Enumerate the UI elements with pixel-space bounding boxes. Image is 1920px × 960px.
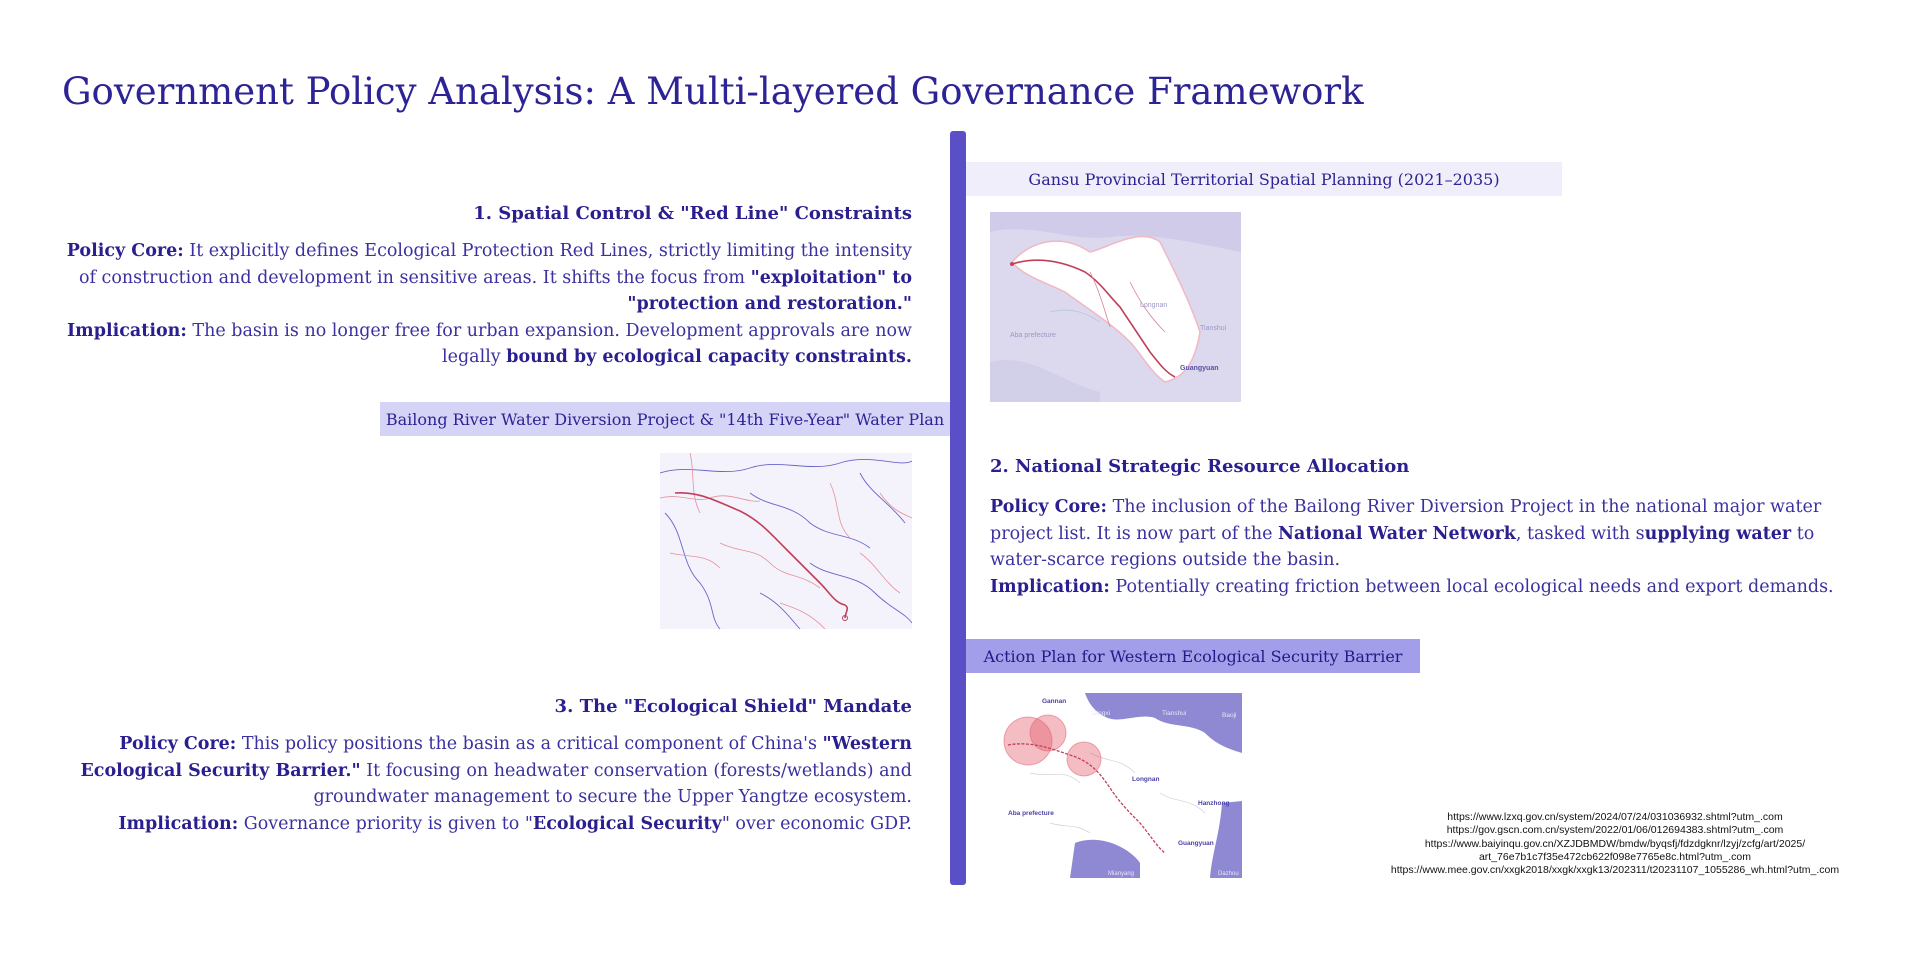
section-2-policy-text-2: , tasked with s bbox=[1515, 523, 1645, 544]
map3-label-guangyuan: Guangyuan bbox=[1178, 840, 1214, 847]
source-link[interactable]: https://gov.gscn.com.cn/system/2022/01/06/012694383.shtml?utm_.com bbox=[1446, 824, 1784, 837]
sources-list bbox=[1355, 811, 1875, 877]
bailong-project-tag-label: Bailong River Water Diversion Project & "14th Five-Year" Water Plan bbox=[385, 409, 945, 429]
section-3-heading: 3. The "Ecological Shield" Mandate bbox=[554, 696, 912, 717]
section-2-policy-label: Policy Core: bbox=[990, 497, 1107, 517]
section-2-policy-bold-1: National Water Network bbox=[1278, 523, 1516, 544]
gansu-planning-map bbox=[990, 212, 1241, 402]
map1-label-guangyuan: Guangyuan bbox=[1180, 365, 1219, 372]
page-title: Government Policy Analysis: A Multi-layered Governance Framework bbox=[62, 70, 1364, 113]
section-3-policy-text-2: It focusing on headwater conservation (forests/wetlands) and groundwater management to secure the Upper Yangtze ecosystem. bbox=[313, 760, 912, 807]
section-2-policy-text-3: to water-scarce regions outside the basin. bbox=[990, 523, 1815, 570]
map1-label-aba: Aba prefecture bbox=[1010, 332, 1056, 339]
section-2-body bbox=[990, 494, 1850, 600]
map3-label-baoji: Baoji bbox=[1222, 712, 1237, 719]
map1-label-tianshui: Tianshui bbox=[1200, 325, 1227, 332]
western-barrier-map bbox=[990, 693, 1242, 878]
section-2-policy-text-1: The inclusion of the Bailong River Diversion Project in the national major water project list. It is now part of the bbox=[990, 497, 1822, 544]
section-3-body bbox=[62, 731, 912, 837]
western-barrier-tag bbox=[966, 639, 1420, 673]
map1-label-longnan: Longnan bbox=[1140, 302, 1168, 309]
map3-label-tianshui: Tianshui bbox=[1162, 710, 1187, 717]
section-1-policy-label: Policy Core: bbox=[66, 241, 184, 261]
section-1-policy-text: It explicitly defines Ecological Protection Red Lines, strictly limiting the intensity of construction and development in sensitive areas. It shifts the focus from bbox=[78, 241, 912, 288]
source-link[interactable]: https://www.mee.gov.cn/xxgk2018/xxgk/xxgk13/202311/t20231107_1055286_wh.html?utm_.com bbox=[1390, 864, 1840, 877]
gansu-planning-tag-label: Gansu Provincial Territorial Spatial Planning (2021–2035) bbox=[1028, 169, 1500, 189]
timeline-divider bbox=[950, 131, 966, 885]
section-1-implication-label: Implication: bbox=[67, 320, 187, 341]
section-1-policy-bold: "exploitation" to "protection and restoration." bbox=[627, 267, 912, 314]
map3-label-hanzhong: Hanzhong bbox=[1198, 800, 1230, 807]
source-link[interactable]: https://www.lzxq.gov.cn/system/2024/07/24/031036932.shtml?utm_.com bbox=[1447, 811, 1783, 823]
section-1-implication-bold: bound by ecological capacity constraints. bbox=[506, 347, 912, 367]
section-1-heading: 1. Spatial Control & "Red Line" Constraints bbox=[473, 203, 912, 224]
bailong-project-tag bbox=[380, 402, 950, 436]
section-2-implication-text: Potentially creating friction between local ecological needs and export demands. bbox=[1109, 576, 1834, 597]
bailong-river-map bbox=[660, 453, 912, 629]
section-3-implication-label: Implication: bbox=[118, 813, 239, 834]
map3-label-aba: Aba prefecture bbox=[1008, 810, 1054, 817]
map3-label-gannan: Gannan bbox=[1042, 698, 1067, 705]
western-barrier-tag-label: Action Plan for Western Ecological Security Barrier bbox=[983, 646, 1403, 666]
section-3-policy-label: Policy Core: bbox=[119, 734, 237, 754]
map3-label-dingxi: Dingxi bbox=[1092, 710, 1111, 717]
section-3-policy-bold: "Western Ecological Security Barrier." bbox=[80, 734, 912, 781]
section-2-heading: 2. National Strategic Resource Allocation bbox=[990, 456, 1410, 477]
section-1-body bbox=[62, 238, 912, 371]
source-link[interactable]: art_76e7b1c7f35e472cb622f098e7765e8c.html?utm_.com bbox=[1478, 850, 1752, 863]
section-3-implication-bold: Ecological Security bbox=[532, 813, 722, 834]
section-3-policy-text-1: This policy positions the basin as a critical component of China's bbox=[236, 734, 823, 754]
map3-label-mianyang: Mianyang bbox=[1108, 871, 1135, 877]
section-2-implication-label: Implication: bbox=[990, 576, 1110, 597]
section-3-implication-text-1: Governance priority is given to " bbox=[238, 813, 533, 834]
section-3-implication-text-2: " over economic GDP. bbox=[721, 813, 912, 834]
source-link[interactable]: https://www.baiyinqu.gov.cn/XZJDBMDW/bmdw/byqsfj/fdzdgknr/lzyj/zcfg/art/2025/ bbox=[1424, 837, 1806, 850]
section-1-implication-text: The basin is no longer free for urban expansion. Development approvals are now legally bbox=[186, 320, 912, 367]
map3-label-longnan: Longnan bbox=[1132, 776, 1160, 783]
map3-label-dazhou: Dazhou bbox=[1218, 871, 1239, 877]
section-2-policy-bold-2: upplying water bbox=[1644, 523, 1792, 544]
gansu-planning-tag bbox=[966, 162, 1562, 196]
